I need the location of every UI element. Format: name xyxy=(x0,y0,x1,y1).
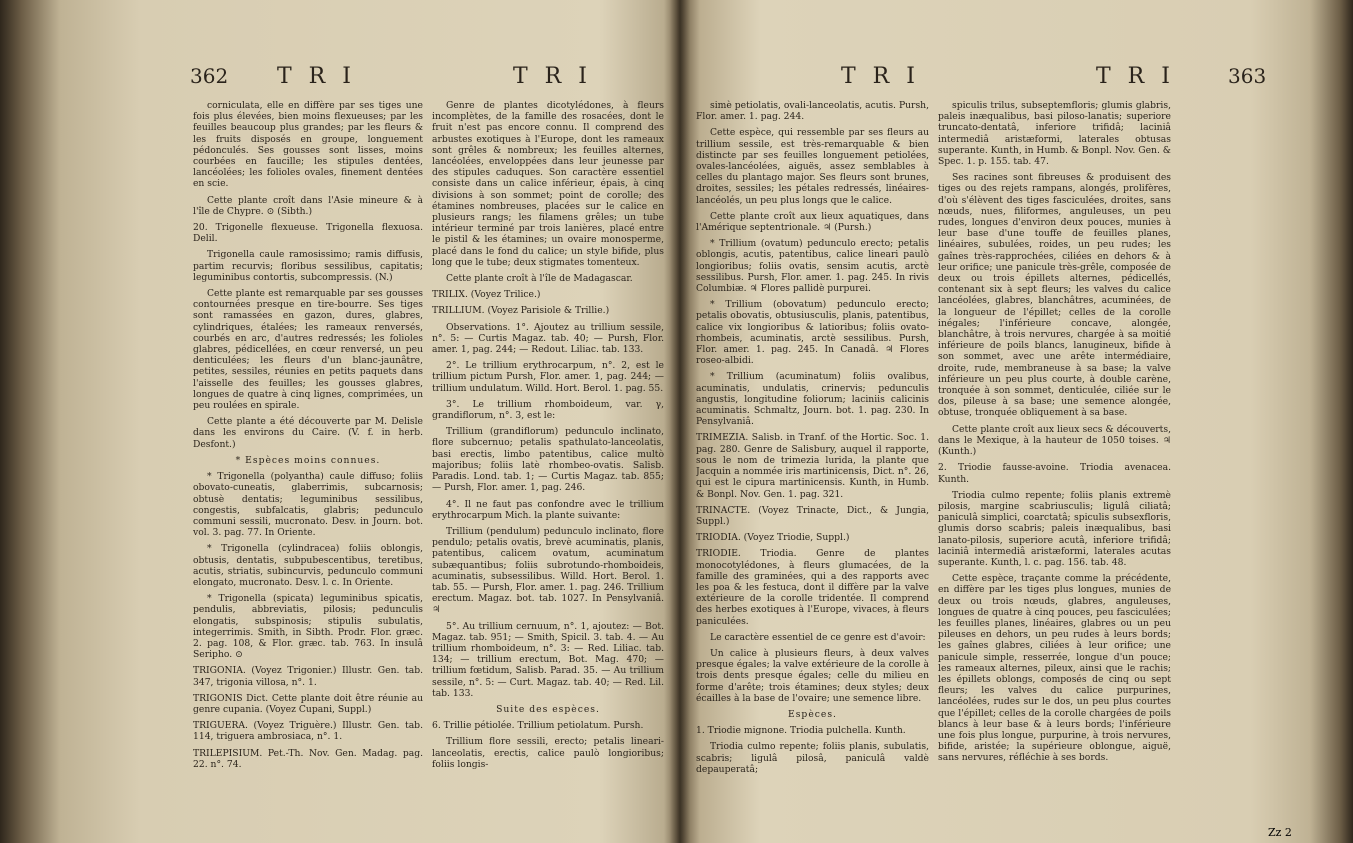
paragraph: * Trillium (acuminatum) foliis ovalibus, acuminatis, undulatis, crinervis; pedunculis angustis, longitudine foliorum; laciniis calicinis acuminatis. Schmaltz, Journ. bot. 1. pag. 230. In Pensylvaniâ. xyxy=(696,371,929,428)
paragraph: Observations. 1°. Ajoutez au trillium sessile, n°. 5: — Curtis Magaz. tab. 40; — Pursh, Flor. amer. 1, pag. 244; — Redout. Liliac. tab. 133. xyxy=(432,321,664,356)
paragraph: Le caractère essentiel de ce genre est d'avoir: xyxy=(710,631,926,643)
paragraph: Cette plante a été découverte par M. Delisle dans les environs du Caire. (V. f. in herb. Desfont.) xyxy=(193,416,423,450)
paragraph: Cette plante croît à l'île de Madagascar. xyxy=(446,273,633,285)
paragraph: * Trigonella (cylindracea) foliis oblongis, obtusis, dentatis, subpubescentibus, teretibus, acutis, striatis, subincurvis, pedunculo communi elongato, mucronato. Desv. l. c. In Oriente. xyxy=(193,543,423,588)
paragraph: Espèces. xyxy=(788,708,837,720)
paragraph: Cette plante croît aux lieux secs & découverts, dans le Mexique, à la hauteur de 1050 toises. ♃ (Kunth.) xyxy=(938,423,1171,458)
paragraph: TRINACTE. (Voyez Trinacte, Dict., & Jungia, Suppl.) xyxy=(696,504,929,527)
paragraph: Cette plante croît dans l'Asie mineure & à l'île de Chypre. ⊙ (Sibth.) xyxy=(193,194,423,217)
paragraph: 2°. Le trillium erythrocarpum, n°. 2, est le trillium pictum Pursh, Flor. amer. 1, pag. 244; — trillium undulatum. Willd. Hort. Berol. 1. pag. 55. xyxy=(432,360,664,394)
left-page-number: 362 xyxy=(190,64,229,88)
paragraph: * Espèces moins connues. xyxy=(235,454,381,466)
paragraph: 3°. Le trillium rhomboideum, var. γ, grandiflorum, n°. 3, est le: xyxy=(432,398,664,422)
right-running-head-left: T R I xyxy=(841,64,920,89)
left-page xyxy=(0,0,676,843)
paragraph: TRILEPISIUM. Pet.-Th. Nov. Gen. Madag. pag. 22. n°. 74. xyxy=(193,747,423,770)
paragraph: Suite des espèces. xyxy=(496,703,600,715)
paragraph: TRILIX. (Voyez Trilice.) xyxy=(432,289,541,301)
paragraph: TRIGONIA. (Voyez Trigonier.) Illustr. Gen. tab. 347, trigonia villosa, n°. 1. xyxy=(193,665,423,688)
paragraph: Cette espèce, qui ressemble par ses fleurs au trillium sessile, est très-remarquable & bien distincte par ses feuilles longuement petiolées, ovales-lancéolées, aiguës, assez semblables à celles du plantago major. Ses fleurs sont brunes, droites, sessiles; les pétales redressés, linéaires-lancéolés, un peu plus longs que le calice. xyxy=(696,127,929,206)
paragraph: Ses racines sont fibreuses & produisent des tiges ou des rejets rampans, alongés, prolifères, d'où s'élèvent des tiges fasciculées, droites, sans nœuds, nues, filiformes, anguleuses, un peu rudes, longues d'environ deux pouces, munies à leur base d'une touffe de feuilles planes, linéaires, subulées, roides, un peu rudes; les gaînes très-rapprochées, ciliées en dehors & à leur orifice; une panicule très-grêle, composée de deux ou trois épillets alternes, pédicellés, contenant six à sept fleurs; les valves du calice lancéolées, glabres, blanchâtres, acuminées, de la longueur de l'épillet; celles de la corolle inégales; l'inférieure concave, alongée, blanchâtre, à trois nervures, chargée à sa moitié inférieure de poils blancs, lanugineux, bifide à son sommet, avec une arête intermédiaire, droite, rude, membraneuse à sa base; la valve inférieure un peu plus courte, à double carène, tronquée à son sommet, denticulée, ciliée sur le dos, pileuse à sa base; une semence alongée, obtuse, tronquée obliquement à sa base. xyxy=(938,172,1171,419)
paragraph: TRIGUERA. (Voyez Triguère.) Illustr. Gen. tab. 114, triguera ambrosiaca, n°. 1. xyxy=(193,720,423,743)
left-column-1 xyxy=(193,100,423,790)
paragraph: 2. Triodie fausse-avoine. Triodia avenacea. Kunth. xyxy=(938,462,1171,485)
left-running-head-left: T R I xyxy=(277,64,356,89)
paragraph: 4°. Il ne faut pas confondre avec le trillium erythrocarpum Mich. la plante suivante: xyxy=(432,498,664,521)
paragraph: 20. Trigonelle flexueuse. Trigonella flexuosa. Delil. xyxy=(193,222,423,245)
paragraph: simè petiolatis, ovali-lanceolatis, acutis. Pursh, Flor. amer. 1. pag. 244. xyxy=(696,100,929,123)
paragraph: TRIGONIS Dict. Cette plante doit être réunie au genre cupania. (Voyez Cupani, Suppl.) xyxy=(193,692,423,715)
paragraph: 5°. Au trillium cernuum, n°. 1, ajoutez: — Bot. Magaz. tab. 951; — Smith, Spicil. 3. tab. 4. — Au trillium rhomboideum, n°. 3: — Red. Liliac. tab. 134; — trillium erectum, Bot. Mag. 470; — trillium fœtidum, Salisb. Parad. 35. — Au trillium sessile, n°. 5: — Curt. Magaz. tab. 40; — Red. Lil. tab. 133. xyxy=(432,620,664,699)
signature-mark: Zz 2 xyxy=(1268,826,1292,839)
paragraph: 1. Triodie mignone. Triodia pulchella. Kunth. xyxy=(696,725,906,737)
paragraph: Triodia culmo repente; foliis planis extremè pilosis, margine scabriusculis; ligulâ ciliatâ; paniculâ simplici, coarctatâ; spiculis subsexfloris, glumis dorso scabris; paleis inæqualibus, basi lanato-pilosis, superiore acutâ, inferiore trifidâ; laciniâ intermediâ aristæformi, laterales acutas superante. Kunth, l. c. pag. 156. tab. 48. xyxy=(938,489,1171,568)
paragraph: * Trillium (ovatum) pedunculo erecto; petalis oblongis, acutis, patentibus, calice lineari paulò longioribus; foliis ovatis, sensim acutis, arctè sessilibus. Pursh, Flor. amer. 1. pag. 245. In rivis Columbiæ. ♃ Flores pallidè purpurei. xyxy=(696,238,929,295)
paragraph: Cette plante croît aux lieux aquatiques, dans l'Amérique septentrionale. ♃ (Pursh.) xyxy=(696,210,929,234)
paragraph: Genre de plantes dicotylédones, à fleurs incomplètes, de la famille des rosacées, dont le fruit n'est pas encore connu. Il comprend des arbustes exotiques à l'Europe, dont les rameaux sont grêles & nombreux; les feuilles alternes, lancéolées, enveloppées dans leur jeunesse par des stipules caduques. Son caractère essentiel consiste dans un calice inférieur, épais, à cinq divisions à son sommet; point de corolle; des étamines nombreuses, placées sur le calice en plusieurs rangs; les filamens grêles; un tube intérieur terminé par trois lanières, placé entre le pistil & les étamines; un ovaire monosperme, placé dans le fond du calice; un style bifide, plus long que le tube; deux stigmates tomenteux. xyxy=(432,100,664,268)
paragraph: Triodia culmo repente; foliis planis, subulatis, scabris; ligulâ pilosâ, paniculâ valdè depauperatâ; xyxy=(696,741,929,775)
left-running-head-right: T R I xyxy=(513,64,592,89)
paragraph: 6. Trillie pétiolée. Trillium petiolatum. Pursh. xyxy=(432,720,644,732)
right-column-2 xyxy=(938,100,1171,810)
paragraph: Un calice à plusieurs fleurs, à deux valves presque égales; la valve extérieure de la corolle à trois dents presque égales; celle du milieu en forme d'arête; trois étamines; deux styles; deux écailles à la base de l'ovaire; une semence libre. xyxy=(696,647,929,704)
paragraph: TRIMEZIA. Salisb. in Tranf. of the Hortic. Soc. 1. pag. 280. Genre de Salisbury, auquel il rapporte, sous le nom de trimezia lurida, la plante que Jacquin a nommée iris martinicensis, Dict. n°. 26, qui est le cipura martinicensis. Kunth, in Humb. & Bonpl. Nov. Gen. 1. pag. 321. xyxy=(696,432,929,500)
paragraph: * Trigonella (polyantha) caule diffuso; foliis obovato-cuneatis, glaberrimis, subcarnosis; obtusè dentatis; leguminibus sessilibus, congestis, subfalcatis, glabris; pedunculo communi sessili, mucronato. Desv. in Journ. bot. vol. 3. pag. 77. In Oriente. xyxy=(193,471,423,539)
paragraph: TRIODIE. Triodia. Genre de plantes monocotylédones, à fleurs glumacées, de la famille des graminées, qui a des rapports avec les poa & les festuca, dont il diffère par la valve extérieure de la corolle tridentée. Il comprend des herbes exotiques à l'Europe, vivaces, à fleurs paniculées. xyxy=(696,548,929,627)
paragraph: Cette espèce, traçante comme la précédente, en diffère par les tiges plus longues, munies de deux ou trois nœuds, glabres, anguleuses, longues de quatre à cinq pouces, peu fasciculées; les feuilles planes, linéaires, glabres ou un peu pileuses en dehors, un peu rudes à leurs bords; les gaînes glabres, ciliées à leur orifice; une panicule simple, resserrée, longue d'un pouce; les rameaux alternes, pileux, ainsi que le rachis; les épillets oblongs, composés de cinq ou sept fleurs; les valves du calice purpurines, lancéolées, rudes sur le dos, un peu plus courtes que l'épillet; celles de la corolle chargées de poils blancs à leur base & à leurs bords; l'inférieure une fois plus longue, purpurine, à trois nervures, bifide, aristée; la supérieure oblongue, aiguë, sans nervures, réfléchie à ses bords. xyxy=(938,573,1171,764)
paragraph: Trillium (pendulum) pedunculo inclinato, flore pendulo; petalis ovatis, brevè acuminatis, planis, patentibus, calicem ovatum, acuminatum subæquantibus; foliis subrotundo-rhomboideis, acuminatis, subsessilibus. Willd. Hort. Berol. 1. tab. 55. — Pursh, Flor. amer. 1. pag. 246. Trillium erectum. Magaz. bot. tab. 1027. In Pensylvaniâ. ♃ xyxy=(432,525,664,616)
right-column-1 xyxy=(696,100,929,800)
right-running-head-right: T R I xyxy=(1096,64,1175,89)
paragraph: Trillium (grandiflorum) pedunculo inclinato, flore subcernuo; petalis spathulato-lanceolatis, basi erectis, limbo patentibus, calice multò majoribus; foliis latè rhombeo-ovatis. Salisb. Paradis. Lond. tab. 1; — Curtis Magaz. tab. 855; — Pursh, Flor. amer. 1, pag. 246. xyxy=(432,426,664,494)
right-page xyxy=(686,0,1353,843)
paragraph: Trillium flore sessili, erecto; petalis lineari-lanceolatis, erectis, calice paulò longioribus; foliis longis- xyxy=(432,736,664,770)
left-column-2 xyxy=(432,100,664,805)
paragraph: spiculis trilus, subseptemfloris; glumis glabris, paleis inæqualibus, basi piloso-lanatis; superiore truncato-dentatâ, inferiore trifidâ; laciniâ intermediâ aristæformi, laterales obtusas superante. Kunth, in Humb. & Bonpl. Nov. Gen. & Spec. 1. p. 155. tab. 47. xyxy=(938,100,1171,168)
paragraph: Cette plante est remarquable par ses gousses contournées presque en tire-bourre. Ses tiges sont ramassées en gazon, dures, glabres, cylindriques, étalées; les rameaux renversés, courbés en arc, d'autres redressés; les folioles glabres, pédicellées, en cœur renversé, un peu denticulées; les fleurs d'un blanc-jaunâtre, petites, sessiles, réunies en petits paquets dans l'aisselle des feuilles; les gousses glabres, longues de quatre à cinq lignes, comprimées, un peu roulées en spirale. xyxy=(193,288,423,412)
paragraph: TRIODIA. (Voyez Triodie, Suppl.) xyxy=(696,532,850,544)
paragraph: TRILLIUM. (Voyez Parisiole & Trillie.) xyxy=(432,305,610,317)
paragraph: Trigonella caule ramosissimo; ramis diffusis, partim recurvis; floribus sessilibus, capitatis; leguminibus contortis, subcompressis. (N.) xyxy=(193,249,423,283)
paragraph: * Trigonella (spicata) leguminibus spicatis, pendulis, abbreviatis, pilosis; pedunculis elongatis, subspinosis; stipulis subulatis, integerrimis. Smith, in Sibth. Prodr. Flor. græc. 2. pag. 108, & Flor. græc. tab. 763. In insulâ Seripho. ⊙ xyxy=(193,593,423,661)
paragraph: * Trillium (obovatum) pedunculo erecto; petalis obovatis, obtusiusculis, planis, patentibus, calice vix longioribus & latioribus; foliis ovato-rhombeis, acuminatis, arctè sessilibus. Pursh, Flor. amer. 1. pag. 245. In Canadâ. ♃ Flores roseo-albidi. xyxy=(696,299,929,367)
paragraph: corniculata, elle en diffère par ses tiges une fois plus élevées, bien moins flexueuses; par les feuilles beaucoup plus grandes; par les fleurs & les fruits disposés en groupe, longuement pédonculés. Ses gousses sont lisses, moins courbées en faucille; les stipules dentées, lancéolées; les folioles ovales, finement dentées en scie. xyxy=(193,100,423,190)
right-page-number: 363 xyxy=(1228,64,1267,88)
